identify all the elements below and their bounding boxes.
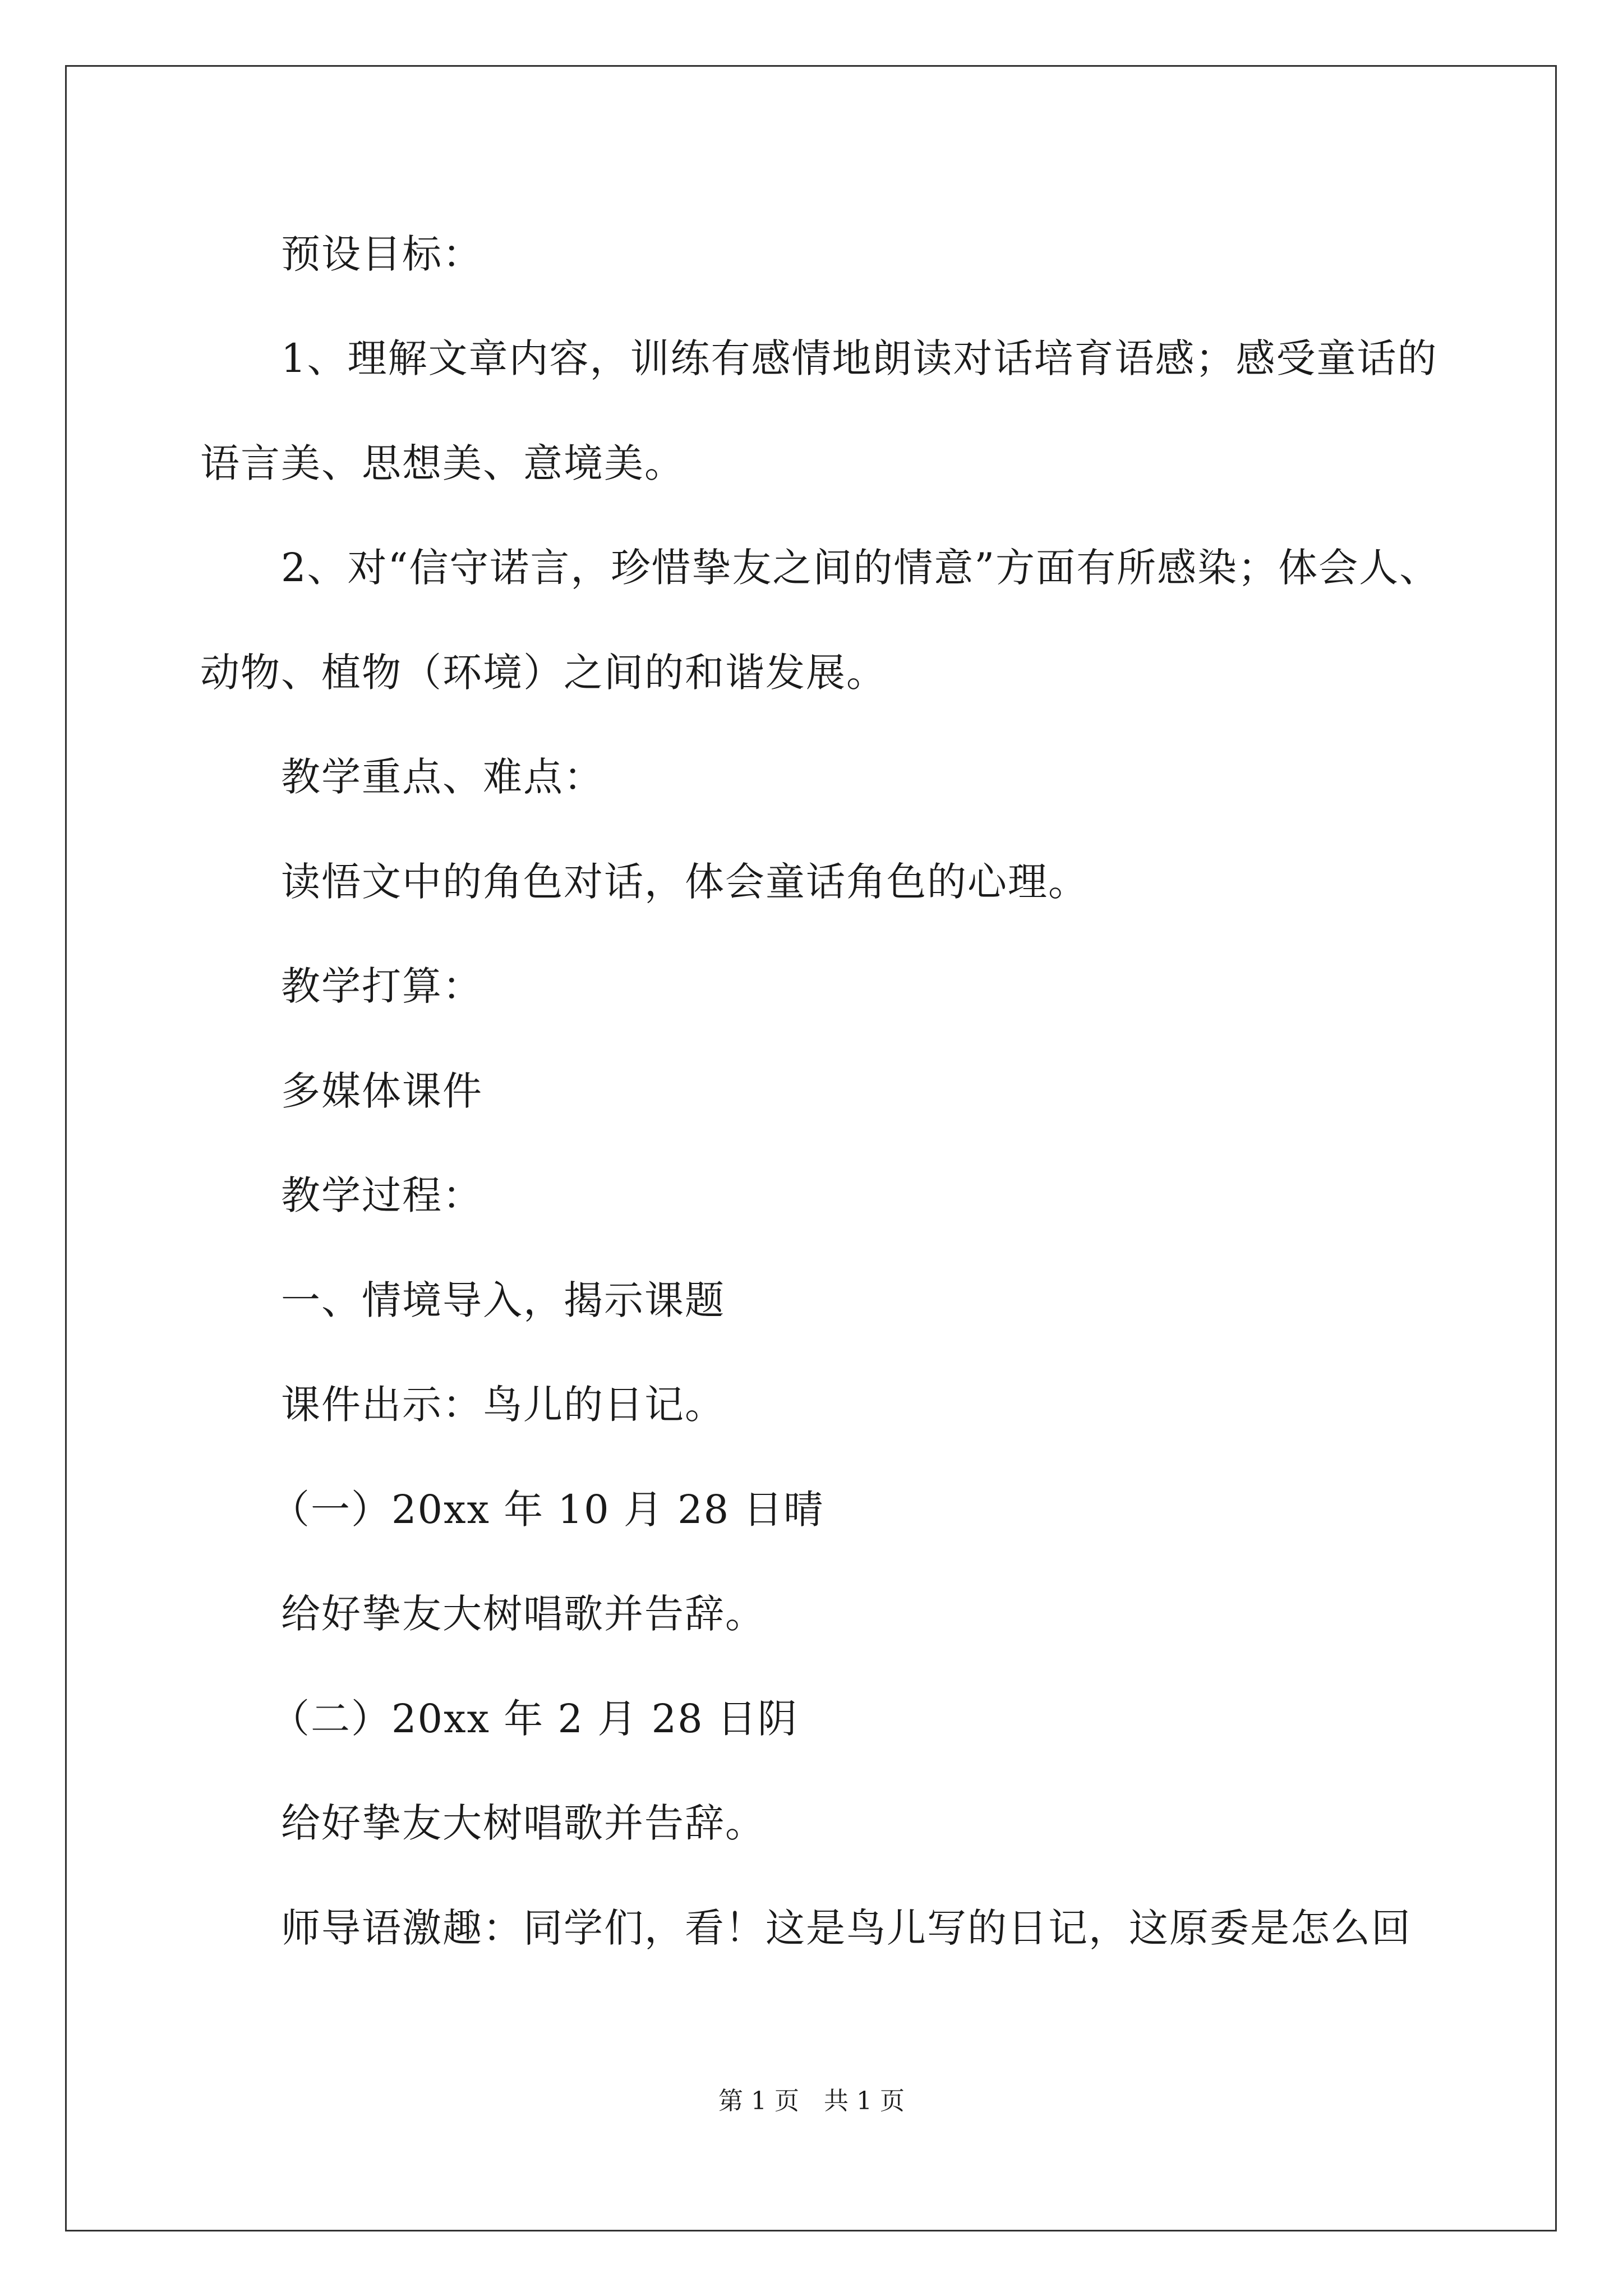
paragraph-line: 教学重点、难点： [281,754,604,800]
paragraph-line: 预设目标： [281,231,483,277]
paragraph-line: 多媒体课件 [281,1068,483,1114]
paragraph-line: 给好挚友大树唱歌并告辞。 [281,1591,766,1637]
paragraph-line: 师导语激趣：同学们，看！这是鸟儿写的日记，这原委是怎么回 [281,1905,1412,1951]
paragraph-line: 一、情境导入，揭示课题 [281,1277,725,1323]
paragraph-line: 2、对“信守诺言，珍惜挚友之间的情意”方面有所感染；体会人、 [281,545,1440,591]
paragraph-line: 读悟文中的角色对话，体会童话角色的心理。 [281,859,1089,905]
paragraph-line: 语言美、思想美、意境美。 [200,440,685,486]
paragraph-line: （一）20xx 年 10 月 28 日晴 [270,1487,824,1533]
paragraph-line: 课件出示：鸟儿的日记。 [281,1382,725,1428]
paragraph-line: 给好挚友大树唱歌并告辞。 [281,1800,766,1846]
paragraph-line: 动物、植物（环境）之间的和谐发展。 [200,650,887,696]
page-number-footer: 第 1 页 共 1 页 [718,2087,905,2115]
paragraph-line: （二）20xx 年 2 月 28 日阴 [270,1696,798,1742]
paragraph-line: 教学过程： [281,1172,483,1218]
paragraph-line: 1、理解文章内容，训练有感情地朗读对话培育语感；感受童话的 [281,335,1438,381]
paragraph-line: 教学打算： [281,963,483,1009]
